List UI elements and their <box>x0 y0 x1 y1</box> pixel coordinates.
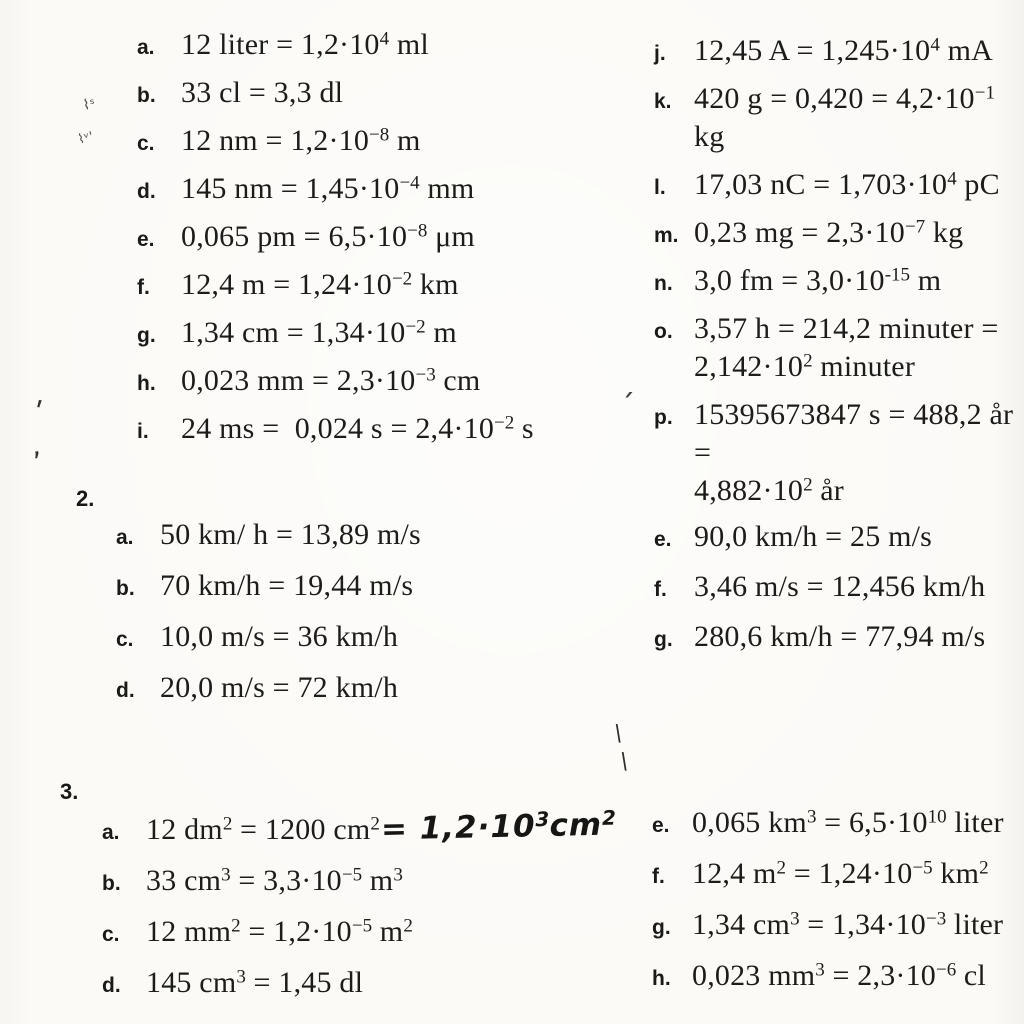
item-letter: l. <box>654 176 666 199</box>
item-letter: h. <box>137 372 156 395</box>
item-letter: j. <box>654 42 666 65</box>
answer-item <box>654 214 1024 252</box>
item-formula: 12 $mm^2 = 1,2\cdot 10^{-5}$ $m^2$ <box>146 915 413 948</box>
item-formula: 12,4 $m = 1,24\cdot 10^{-2}$ km <box>181 268 459 301</box>
item-formula: 50 km/ h = 13,89 m/s <box>160 518 421 551</box>
item-letter: p. <box>654 406 673 429</box>
item-formula: 145 nm = $1,45\cdot 10^{-4}$ mm <box>181 172 475 205</box>
item-letter: g. <box>654 628 673 651</box>
item-letter: a. <box>102 821 120 844</box>
answer-item <box>652 855 1004 893</box>
item-letter: g. <box>652 916 671 939</box>
answer-item <box>102 913 616 951</box>
item-formula: 0,065 pm = $6,5\cdot 10^{-8}$ μm <box>181 220 475 253</box>
answer-item <box>116 669 421 707</box>
item-letter: i. <box>137 420 149 443</box>
item-formula: 12,4 $m^2 = 1,24\cdot 10^{-5}$ $km^2$ <box>692 857 989 890</box>
answer-item <box>654 396 1024 510</box>
answer-item <box>654 568 985 606</box>
answer-item <box>116 516 421 554</box>
pen-mark: ⌇ᵛ' <box>76 129 95 148</box>
item-letter: e. <box>137 228 155 251</box>
pen-mark: ∖ <box>608 721 626 748</box>
item-formula: 1,34 cm = $1,34\cdot 10^{-2}$ m <box>181 316 457 349</box>
answer-item <box>102 805 617 849</box>
item-letter: h. <box>652 967 671 990</box>
answer-item <box>137 218 534 256</box>
answer-item <box>654 262 1024 300</box>
answer-item <box>652 804 1004 842</box>
item-formula: 0,065 $km^3 = 6,5\cdot 10^{10}$ liter <box>692 806 1004 839</box>
item-formula: 280,6 km/h = 77,94 m/s <box>694 620 986 653</box>
answer-item <box>137 362 534 400</box>
item-letter: f. <box>652 865 665 888</box>
item-letter: a. <box>137 36 155 59</box>
item-letter: f. <box>137 276 150 299</box>
item-formula: 10,0 m/s = 36 km/h <box>160 620 399 653</box>
section1-left-column <box>137 26 534 458</box>
pen-mark: ˊ <box>620 389 635 424</box>
item-letter: d. <box>102 974 121 997</box>
item-formula: 145 $cm^3 = 1,45$ dl <box>146 966 364 999</box>
answer-item <box>654 32 1024 70</box>
item-formula: 3,0 fm = $3,0\cdot 10^{-15}$ m <box>694 264 942 297</box>
section2-right-column <box>654 518 985 668</box>
pen-mark: ∖ <box>614 749 632 776</box>
section2-left-column <box>116 516 421 720</box>
answer-item <box>654 618 985 656</box>
item-formula: 1,34 $cm^3 = 1,34\cdot 10^{-3}$ liter <box>692 908 1004 941</box>
item-letter: e. <box>652 814 670 837</box>
answer-item <box>137 410 534 448</box>
item-formula: 33 cl = 3,3 dl <box>181 76 344 109</box>
section3-right-column <box>652 804 1004 1008</box>
item-letter: e. <box>654 528 672 551</box>
item-letter: k. <box>654 90 672 113</box>
item-formula: 20,0 m/s = 72 km/h <box>160 671 399 704</box>
item-formula: 24 ms = 0,024 $s = 2,4\cdot 10^{-2}$ s <box>181 412 534 445</box>
item-formula: 90,0 km/h = 25 m/s <box>694 520 933 553</box>
item-formula: 12,45 $A = 1,245\cdot 10^4$ mA <box>694 34 993 67</box>
section3-left-column <box>102 805 617 1015</box>
item-formula: 12 nm = $1,2\cdot 10^{-8}$ m <box>181 124 421 157</box>
answer-item <box>137 314 534 352</box>
item-letter: f. <box>654 578 667 601</box>
item-letter: b. <box>116 577 135 600</box>
item-formula: 15395673847 s = 488,2 år = $4,882\cdot 10^2$ år <box>694 398 1021 507</box>
item-formula: 3,46 m/s = 12,456 km/h <box>694 570 986 603</box>
item-formula: 70 km/h = 19,44 m/s <box>160 569 414 602</box>
section1-right-column <box>654 32 1024 520</box>
answer-item <box>137 266 534 304</box>
item-formula: 12 $dm^2 = 1200$ $cm^2= 1,2\cdot 10^3cm^2$ <box>146 805 617 848</box>
item-letter: n. <box>654 272 673 295</box>
item-formula: 33 $cm^3 = 3,3\cdot 10^{-5}$ $m^3$ <box>146 864 403 897</box>
section-number-2: 2. <box>76 486 95 511</box>
item-letter: c. <box>137 132 155 155</box>
answer-item <box>102 964 616 1002</box>
answer-item <box>652 957 1004 995</box>
pen-mark: , <box>28 428 43 463</box>
pen-mark: ʹ <box>32 396 45 433</box>
answer-item <box>137 26 534 64</box>
item-letter: d. <box>137 180 156 203</box>
answer-item <box>116 567 421 605</box>
item-letter: d. <box>116 679 135 702</box>
item-formula: 420 $g = 0,420 = 4,2\cdot 10^{-1}$ kg <box>694 82 1003 153</box>
item-letter: m. <box>654 224 679 247</box>
item-letter: b. <box>102 872 121 895</box>
item-letter: a. <box>116 526 134 549</box>
item-formula: 0,023 mm = $2,3\cdot 10^{-3}$ cm <box>181 364 481 397</box>
item-formula: 3,57 h = 214,2 minuter = $2,142\cdot 10^2$ minuter <box>694 312 999 383</box>
answer-item <box>654 310 1024 386</box>
handwritten-annotation: = $1,2\cdot 10^3cm^2$ <box>380 805 617 848</box>
answer-item <box>137 74 534 112</box>
item-letter: g. <box>137 324 156 347</box>
item-formula: 0,023 $mm^3 = 2,3\cdot 10^{-6}$ cl <box>692 959 986 992</box>
answer-item <box>654 80 1024 156</box>
item-formula: 0,23 mg = $2,3\cdot 10^{-7}$ kg <box>694 216 964 249</box>
answer-item <box>102 862 616 900</box>
pen-mark: ⌇ˢ <box>81 96 97 114</box>
answer-item <box>654 518 985 556</box>
answer-item <box>137 170 534 208</box>
answer-item <box>137 122 534 160</box>
item-formula: 12 liter = $1,2\cdot 10^4$ ml <box>181 28 429 61</box>
answer-item <box>654 166 1024 204</box>
item-letter: b. <box>137 84 156 107</box>
answer-item <box>116 618 421 656</box>
item-letter: o. <box>654 320 673 343</box>
answer-item <box>652 906 1004 944</box>
item-formula: 17,03 nC = $1,703\cdot 10^4$ pC <box>694 168 1000 201</box>
item-letter: c. <box>102 923 120 946</box>
item-letter: c. <box>116 628 134 651</box>
section-number-3: 3. <box>60 779 79 804</box>
